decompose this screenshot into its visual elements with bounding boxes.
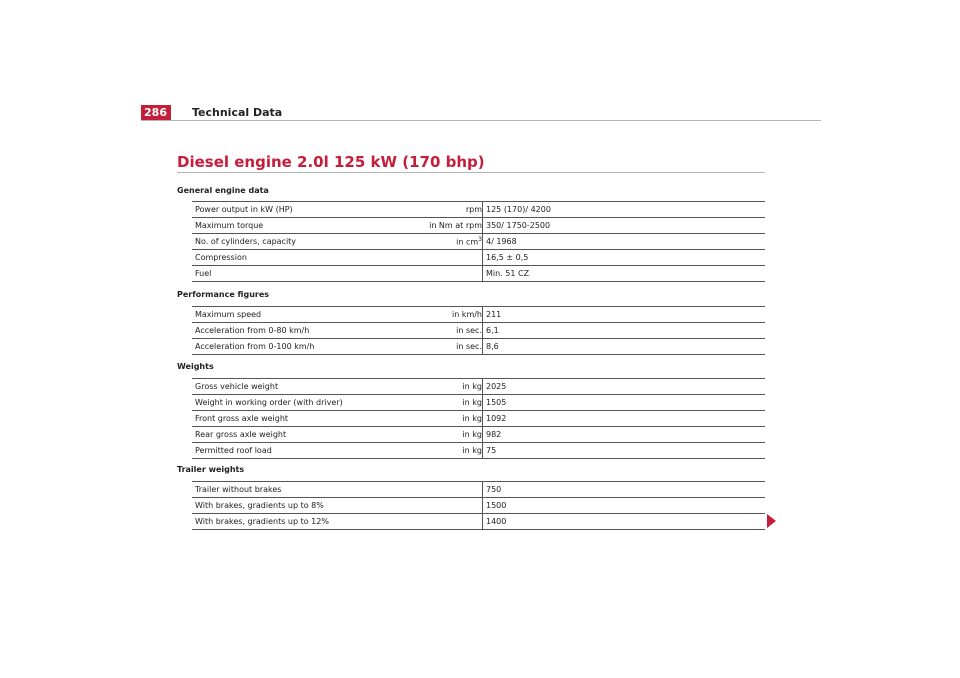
row-value: 1092 (483, 411, 766, 427)
title-divider (177, 172, 765, 173)
table-row (192, 498, 765, 514)
section-heading-general-engine-data: General engine data (177, 186, 269, 195)
row-label: Fuel (192, 266, 413, 282)
table-row (192, 250, 765, 266)
page-title: Diesel engine 2.0l 125 kW (170 bhp) (177, 153, 485, 171)
row-label: Maximum speed (192, 307, 413, 323)
row-unit-text: in cm (456, 237, 479, 247)
table-row (192, 482, 765, 498)
row-unit-superscript: 3 (478, 236, 482, 244)
row-unit: in kg (413, 443, 483, 459)
row-value: 982 (483, 427, 766, 443)
row-unit: in kg (413, 379, 483, 395)
row-value: 6,1 (483, 323, 766, 339)
row-unit: in Nm at rpm (413, 218, 483, 234)
row-value: 1400 (483, 514, 766, 530)
table-row (192, 395, 765, 411)
table-row (192, 427, 765, 443)
row-unit (413, 498, 483, 514)
section-heading-weights: Weights (177, 362, 214, 371)
triangle-right-icon[interactable] (767, 514, 776, 528)
row-value: 75 (483, 443, 766, 459)
header-divider (141, 120, 821, 121)
row-value: 2025 (483, 379, 766, 395)
row-unit: in kg (413, 395, 483, 411)
table-row (192, 443, 765, 459)
row-value: 1500 (483, 498, 766, 514)
table-row (192, 218, 765, 234)
row-unit: in kg (413, 427, 483, 443)
row-value: 8,6 (483, 339, 766, 355)
table-row (192, 339, 765, 355)
table-row (192, 202, 765, 218)
page-number: 286 (141, 105, 171, 121)
row-value: 4/ 1968 (483, 234, 766, 250)
row-label: Trailer without brakes (192, 482, 413, 498)
row-unit: in sec. (413, 339, 483, 355)
row-unit (413, 514, 483, 530)
table-row (192, 323, 765, 339)
row-unit: in sec. (413, 323, 483, 339)
row-label: Acceleration from 0-100 km/h (192, 339, 413, 355)
section-heading-trailer-weights: Trailer weights (177, 465, 245, 474)
row-label: Acceleration from 0-80 km/h (192, 323, 413, 339)
row-label: Power output in kW (HP) (192, 202, 413, 218)
row-value: 750 (483, 482, 766, 498)
row-label: No. of cylinders, capacity (192, 234, 413, 250)
row-value: Min. 51 CZ (483, 266, 766, 282)
row-label: With brakes, gradients up to 12% (192, 514, 413, 530)
row-label: Compression (192, 250, 413, 266)
row-unit: in kg (413, 411, 483, 427)
table-trailer-weights (192, 481, 765, 530)
row-label: Permitted roof load (192, 443, 413, 459)
row-unit: rpm (413, 202, 483, 218)
row-unit (413, 482, 483, 498)
table-row (192, 379, 765, 395)
row-value: 211 (483, 307, 766, 323)
row-value: 125 (170)/ 4200 (483, 202, 766, 218)
row-value: 350/ 1750-2500 (483, 218, 766, 234)
row-label: Gross vehicle weight (192, 379, 413, 395)
table-weights (192, 378, 765, 459)
table-general-engine-data (192, 201, 765, 282)
table-row (192, 514, 765, 530)
table-performance-figures (192, 306, 765, 355)
row-unit (413, 266, 483, 282)
table-row (192, 411, 765, 427)
row-unit (413, 234, 483, 250)
row-unit: in km/h (413, 307, 483, 323)
table-row (192, 234, 765, 250)
row-label: Weight in working order (with driver) (192, 395, 413, 411)
section-heading-performance-figures: Performance figures (177, 290, 270, 299)
table-row (192, 266, 765, 282)
row-label: Rear gross axle weight (192, 427, 413, 443)
row-label: Maximum torque (192, 218, 413, 234)
row-unit (413, 250, 483, 266)
header-title: Technical Data (192, 106, 283, 119)
row-value: 1505 (483, 395, 766, 411)
table-row (192, 307, 765, 323)
row-label: Front gross axle weight (192, 411, 413, 427)
row-label: With brakes, gradients up to 8% (192, 498, 413, 514)
row-value: 16,5 ± 0,5 (483, 250, 766, 266)
